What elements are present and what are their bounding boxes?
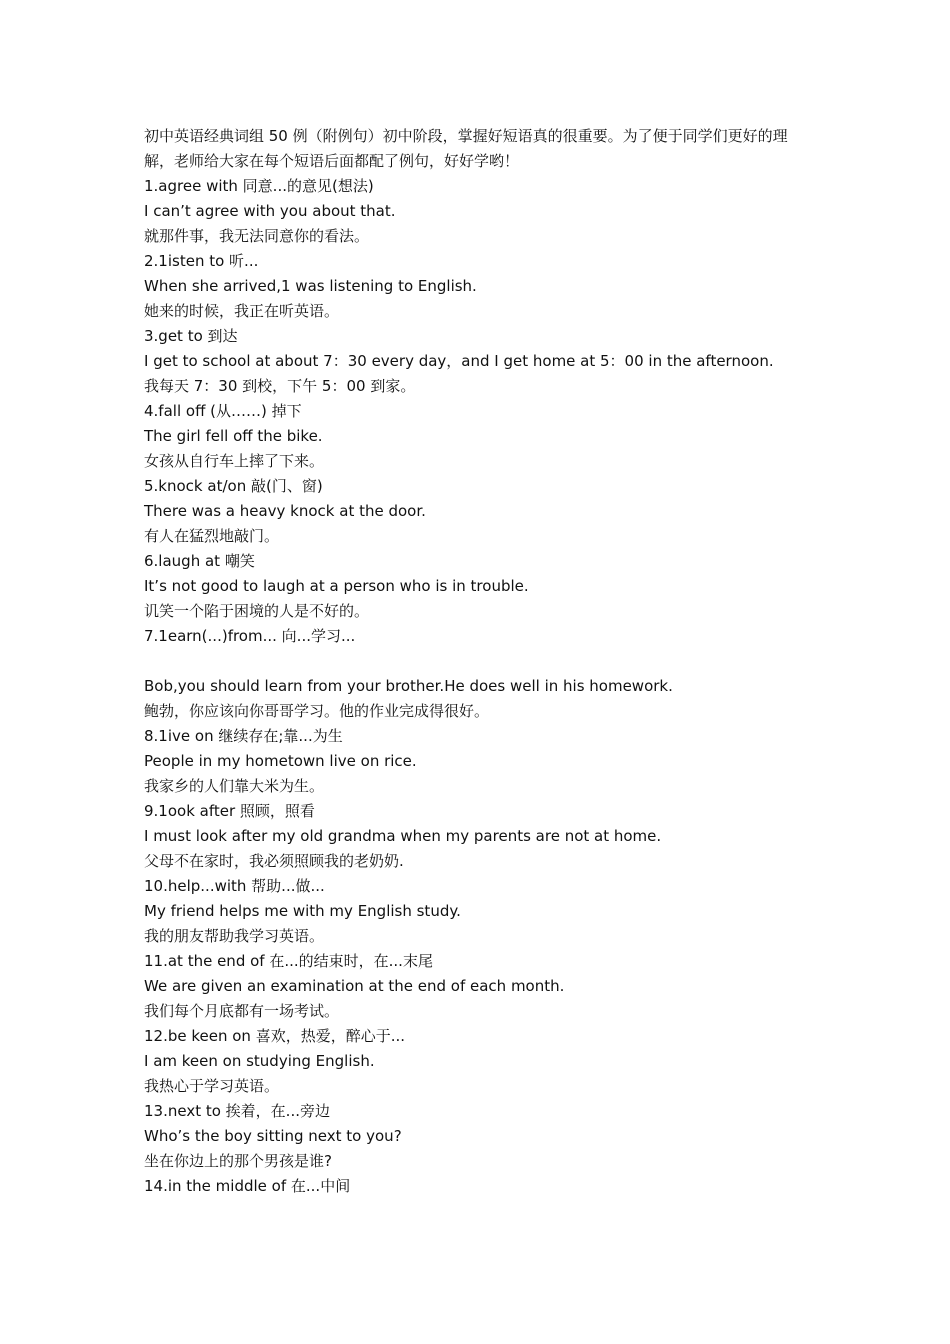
entry-example: We are given an examination at the end of each month. xyxy=(144,977,565,995)
entry-13 xyxy=(144,1099,814,1174)
entry-translation: 父母不在家时，我必须照顾我的老奶奶. xyxy=(144,852,404,870)
entry-phrase: 5.knock at/on 敲(门、窗) xyxy=(144,477,323,495)
entry-example: It’s not good to laugh at a person who is in trouble. xyxy=(144,577,529,595)
entry-translation: 我家乡的人们靠大米为生。 xyxy=(144,777,325,795)
entry-translation: 讥笑一个陷于困境的人是不好的。 xyxy=(144,602,370,620)
entry-phrase: 4.fall off (从……) 掉下 xyxy=(144,402,302,420)
entry-example: People in my hometown live on rice. xyxy=(144,752,417,770)
document-body xyxy=(144,124,814,1199)
entry-phrase: 11.at the end of 在...的结束时，在...末尾 xyxy=(144,952,433,970)
entry-4 xyxy=(144,399,814,474)
entry-phrase: 6.laugh at 嘲笑 xyxy=(144,552,255,570)
entry-9 xyxy=(144,799,814,874)
entry-phrase: 8.1ive on 继续存在;靠...为生 xyxy=(144,727,343,745)
entry-example: The girl fell off the bike. xyxy=(144,427,323,445)
entry-7 xyxy=(144,624,814,724)
entry-12 xyxy=(144,1024,814,1099)
entry-example: I am keen on studying English. xyxy=(144,1052,375,1070)
entry-translation: 她来的时候，我正在听英语。 xyxy=(144,302,340,320)
entry-translation: 女孩从自行车上摔了下来。 xyxy=(144,452,325,470)
entry-10 xyxy=(144,874,814,949)
entry-phrase: 7.1earn(...)from... 向...学习... xyxy=(144,627,356,645)
intro-line-2: 解，老师给大家在每个短语后面都配了例句，好好学哟！ xyxy=(144,152,520,170)
entry-phrase: 9.1ook after 照顾，照看 xyxy=(144,802,315,820)
entry-translation: 我们每个月底都有一场考试。 xyxy=(144,1002,340,1020)
entry-example: I get to school at about 7：30 every day，and I get home at 5：00 in the afternoon. xyxy=(144,352,774,370)
entry-phrase: 3.get to 到达 xyxy=(144,327,238,345)
entry-3 xyxy=(144,324,814,399)
entry-2 xyxy=(144,249,814,324)
entry-11 xyxy=(144,949,814,1024)
entry-translation: 就那件事，我无法同意你的看法。 xyxy=(144,227,370,245)
intro-line-1: 初中英语经典词组 50 例（附例句）初中阶段，掌握好短语真的很重要。为了便于同学们更好的理 xyxy=(144,127,788,145)
entry-translation: 坐在你边上的那个男孩是谁? xyxy=(144,1152,332,1170)
entry-phrase: 1.agree with 同意...的意见(想法) xyxy=(144,177,374,195)
entry-example: My friend helps me with my English study. xyxy=(144,902,461,920)
entry-translation: 我的朋友帮助我学习英语。 xyxy=(144,927,325,945)
entry-phrase: 10.help...with 帮助...做... xyxy=(144,877,325,895)
entry-example: When she arrived,1 was listening to English. xyxy=(144,277,477,295)
entry-phrase: 14.in the middle of 在...中间 xyxy=(144,1177,351,1195)
blank-line xyxy=(144,649,814,674)
entry-1 xyxy=(144,174,814,249)
entry-6 xyxy=(144,549,814,624)
entry-phrase: 12.be keen on 喜欢，热爱，醉心于... xyxy=(144,1027,406,1045)
entry-translation: 有人在猛烈地敲门。 xyxy=(144,527,280,545)
entry-14 xyxy=(144,1174,814,1199)
entry-example: I can’t agree with you about that. xyxy=(144,202,396,220)
entry-example: Bob,you should learn from your brother.He does well in his homework. xyxy=(144,677,673,695)
entry-example: Who’s the boy sitting next to you? xyxy=(144,1127,402,1145)
entry-example: I must look after my old grandma when my parents are not at home. xyxy=(144,827,662,845)
entry-phrase: 13.next to 挨着，在...旁边 xyxy=(144,1102,330,1120)
entry-example: There was a heavy knock at the door. xyxy=(144,502,426,520)
entry-translation: 我热心于学习英语。 xyxy=(144,1077,280,1095)
entry-8 xyxy=(144,724,814,799)
entry-phrase: 2.1isten to 听... xyxy=(144,252,259,270)
entry-5 xyxy=(144,474,814,549)
entry-translation: 我每天 7：30 到校，下午 5：00 到家。 xyxy=(144,377,416,395)
entry-translation: 鲍勃，你应该向你哥哥学习。他的作业完成得很好。 xyxy=(144,702,490,720)
